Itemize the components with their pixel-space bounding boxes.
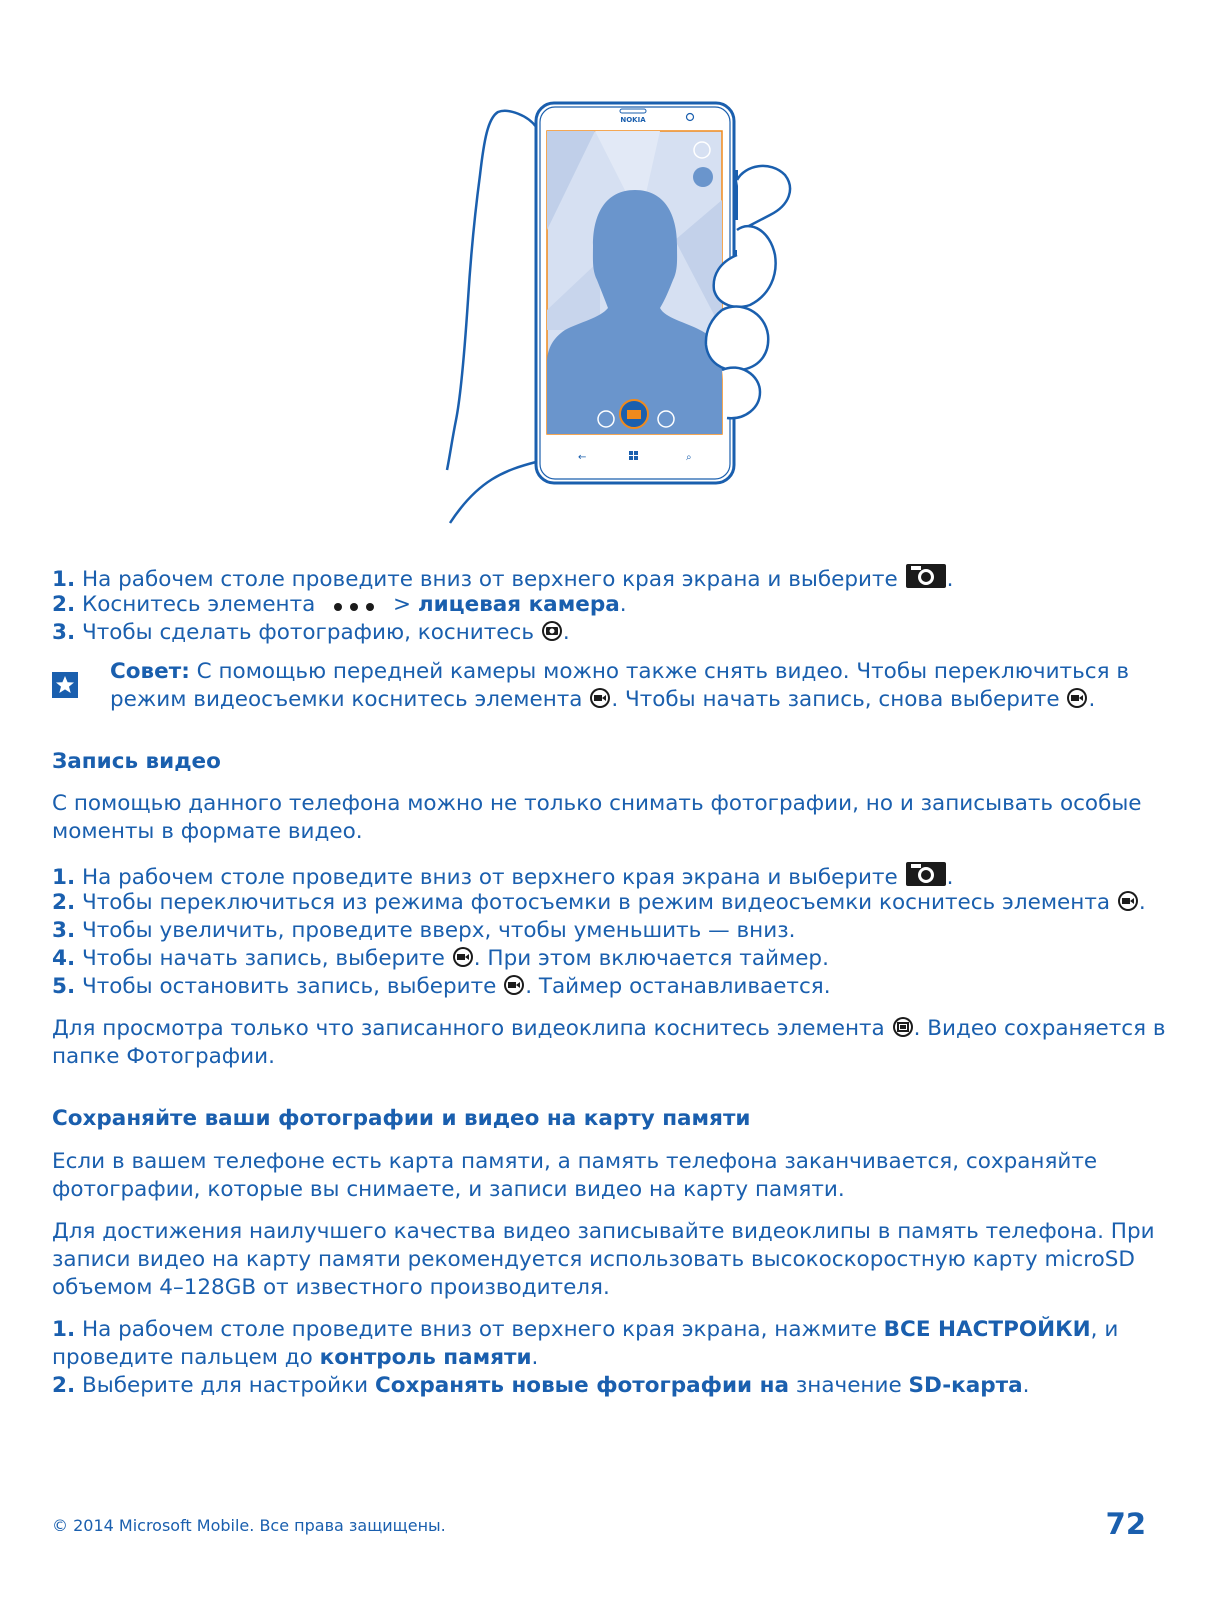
save-heading: Сохраняйте ваши фотографии и видео на карту памяти bbox=[52, 1106, 751, 1131]
save-step-2: 2. Выберите для настройки Сохранять новые фотографии на значение SD-карта. bbox=[52, 1373, 1030, 1398]
camera-app-icon bbox=[905, 861, 947, 887]
video-camera-icon bbox=[1066, 687, 1088, 709]
page-number: 72 bbox=[1105, 1507, 1146, 1541]
svg-text:←: ← bbox=[578, 452, 587, 463]
video-view-paragraph: Для просмотра только что записанного видеоклипа коснитесь элемента . Видео сохраняется в папке Фотографии. bbox=[52, 1016, 1166, 1069]
svg-text:⌕: ⌕ bbox=[686, 452, 692, 463]
photo-step-3: 3. Чтобы сделать фотографию, коснитесь . bbox=[52, 620, 570, 645]
copyright: © 2014 Microsoft Mobile. Все права защищены. bbox=[52, 1516, 446, 1535]
save-step-1: 1. На рабочем столе проведите вниз от верхнего края экрана, нажмите ВСЕ НАСТРОЙКИ, и проведите пальцем до контроль памяти. bbox=[52, 1317, 1119, 1370]
save-paragraph-1: Если в вашем телефоне есть карта памяти, а память телефона заканчивается, сохраняйте фотографии, которые вы снимаете, и записи видео на карту памяти. bbox=[52, 1149, 1098, 1202]
video-camera-icon bbox=[589, 687, 611, 709]
phone-illustration bbox=[0, 0, 1216, 540]
video-intro: С помощью данного телефона можно не только снимать фотографии, но и записывать особые моменты в формате видео. bbox=[52, 791, 1142, 844]
video-step-5: 5. Чтобы остановить запись, выберите . Таймер останавливается. bbox=[52, 974, 831, 999]
video-step-3: 3. Чтобы увеличить, проведите вверх, чтобы уменьшить — вниз. bbox=[52, 918, 796, 943]
photo-step-2: 2. Коснитесь элемента > лицевая камера. bbox=[52, 592, 627, 617]
phone-brand: NOKIA bbox=[620, 116, 646, 124]
photo-step-1: 1. На рабочем столе проведите вниз от верхнего края экрана и выберите . bbox=[52, 563, 953, 594]
video-camera-icon bbox=[452, 946, 474, 968]
camera-roll-icon bbox=[892, 1016, 914, 1038]
tip-star-icon bbox=[52, 672, 78, 698]
video-heading: Запись видео bbox=[52, 749, 221, 774]
camera-app-icon bbox=[905, 563, 947, 589]
tip-text: Совет: С помощью передней камеры можно также снять видео. Чтобы переключиться в режим видеосъемки коснитесь элемента . Чтобы начать запись, снова выберите . bbox=[110, 659, 1130, 712]
more-dots-icon bbox=[322, 600, 386, 614]
save-paragraph-2: Для достижения наилучшего качества видео записывайте видеоклипы в память телефона. При записи видео на карту памяти рекомендуется использовать высокоскоростную карту microSD объемом 4–128GB от известного производителя. bbox=[52, 1219, 1155, 1300]
video-step-1: 1. На рабочем столе проведите вниз от верхнего края экрана и выберите . bbox=[52, 861, 953, 892]
video-stop-icon bbox=[503, 974, 525, 996]
video-step-2: 2. Чтобы переключиться из режима фотосъемки в режим видеосъемки коснитесь элемента . bbox=[52, 890, 1146, 915]
svg-text:...: ... bbox=[706, 432, 716, 443]
video-step-4: 4. Чтобы начать запись, выберите . При этом включается таймер. bbox=[52, 946, 829, 971]
shutter-button-icon bbox=[541, 620, 563, 642]
video-camera-icon bbox=[1117, 890, 1139, 912]
